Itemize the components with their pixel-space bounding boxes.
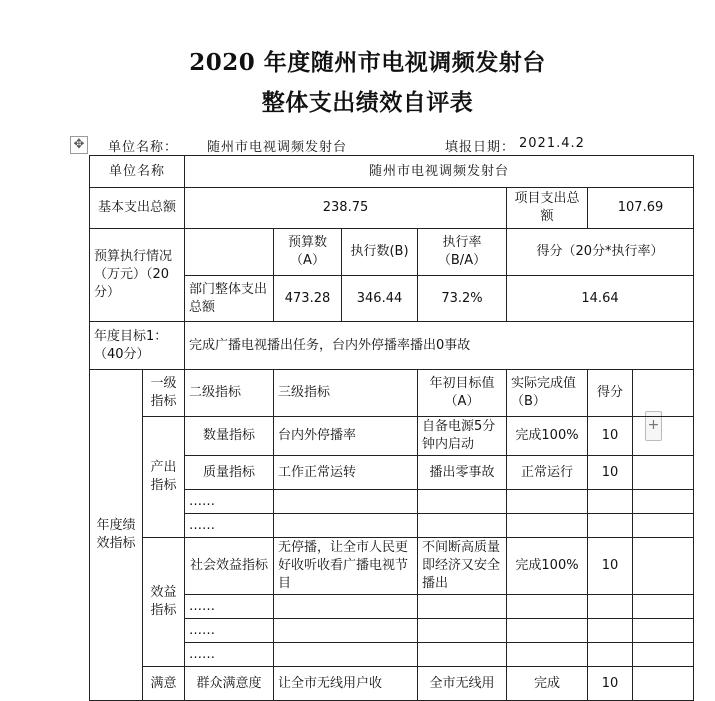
perf-label: 年度绩效指标: [90, 370, 143, 701]
project-label: 项目支出总额: [507, 188, 588, 229]
empty-cell: [418, 514, 507, 538]
empty-cell: [633, 514, 694, 538]
ellipsis-cell: ……: [185, 643, 274, 667]
row-l3: 台内外停播率: [274, 417, 418, 456]
col-exec: 执行数(B): [342, 229, 418, 276]
empty-cell: [588, 514, 633, 538]
row-actual: 正常运行: [507, 456, 588, 490]
move-icon[interactable]: ✥: [70, 136, 88, 154]
plus-icon[interactable]: +: [645, 411, 662, 441]
row-actual: 完成100%: [507, 538, 588, 595]
h-level2: 二级指标: [185, 370, 274, 417]
project-value: 107.69: [588, 188, 694, 229]
empty-cell: [418, 595, 507, 619]
empty-cell: [274, 595, 418, 619]
empty-cell: [507, 619, 588, 643]
row-score: 10: [588, 538, 633, 595]
row-l2: 社会效益指标: [185, 538, 274, 595]
empty-cell: [418, 643, 507, 667]
h-level3: 三级指标: [274, 370, 418, 417]
h-level1: 一级指标: [143, 370, 185, 417]
row-l2: 数量指标: [185, 417, 274, 456]
unit-name-value: 随州市电视调频发射台: [185, 156, 694, 188]
unit-name-label: 单位名称: [90, 156, 185, 188]
goal-label: 年度目标1：（40分）: [90, 322, 185, 370]
row-target: 全市无线用: [418, 667, 507, 701]
ellipsis-cell: ……: [185, 595, 274, 619]
basic-label: 基本支出总额: [90, 188, 185, 229]
empty-cell: [274, 514, 418, 538]
empty-cell: [633, 417, 694, 456]
ellipsis-cell: ……: [185, 514, 274, 538]
row-actual: 完成: [507, 667, 588, 701]
row-score: 10: [588, 456, 633, 490]
empty-cell: [633, 595, 694, 619]
exec-value: 346.44: [342, 276, 418, 322]
empty-cell: [418, 490, 507, 514]
empty-cell: [633, 456, 694, 490]
row-l3: 让全市无线用户收: [274, 667, 418, 701]
empty-cell: [507, 514, 588, 538]
row-target: 不间断高质量即经济又安全播出: [418, 538, 507, 595]
benefit-label: 效益指标: [143, 538, 185, 667]
empty-cell: [633, 538, 694, 595]
empty-cell: [274, 490, 418, 514]
unit-value: 随州市电视调频发射台: [207, 140, 348, 155]
empty-cell: [418, 619, 507, 643]
basic-value: 238.75: [185, 188, 507, 229]
rate-value: 73.2%: [418, 276, 507, 322]
row-l3: 无停播，让全市人民更好收听收看广播电视节目: [274, 538, 418, 595]
page-title: 2020 年度随州市电视调频发射台: [189, 49, 546, 76]
empty-cell: [588, 643, 633, 667]
score-value: 14.64: [507, 276, 694, 322]
output-label: 产出指标: [143, 417, 185, 538]
evaluation-table: [89, 155, 694, 701]
empty-cell: [507, 643, 588, 667]
page-subtitle: 整体支出绩效自评表: [261, 89, 474, 116]
empty-cell: [588, 619, 633, 643]
h-score: 得分: [588, 370, 633, 417]
row-score: 10: [588, 667, 633, 701]
row-target: 播出零事故: [418, 456, 507, 490]
empty-cell: [633, 667, 694, 701]
empty-cell: [507, 595, 588, 619]
row-l3: 工作正常运转: [274, 456, 418, 490]
date-label: 填报日期：: [445, 140, 516, 155]
col-budget: 预算数（A）: [274, 229, 342, 276]
unit-label: 单位名称：: [108, 140, 179, 155]
empty-cell: [633, 370, 694, 417]
date-value: 2021.4.2: [519, 136, 585, 151]
budget-label: 预算执行情况（万元）（20分）: [90, 229, 185, 322]
row-target: 自备电源5分钟内启动: [418, 417, 507, 456]
row-l2: 群众满意度: [185, 667, 274, 701]
row-score: 10: [588, 417, 633, 456]
h-actual: 实际完成值（B）: [507, 370, 588, 417]
empty-cell: [588, 490, 633, 514]
goal-value: 完成广播电视播出任务，台内外停播率播出0事故: [185, 322, 694, 370]
dept-label: 部门整体支出总额: [185, 276, 274, 322]
ellipsis-cell: ……: [185, 619, 274, 643]
empty-cell: [633, 643, 694, 667]
empty-cell: [274, 619, 418, 643]
budget-value: 473.28: [274, 276, 342, 322]
empty-cell: [588, 595, 633, 619]
h-target: 年初目标值（A）: [418, 370, 507, 417]
satisfaction-label: 满意: [143, 667, 185, 701]
empty-cell: [185, 229, 274, 276]
empty-cell: [633, 490, 694, 514]
row-actual: 完成100%: [507, 417, 588, 456]
empty-cell: [274, 643, 418, 667]
empty-cell: [507, 490, 588, 514]
col-rate: 执行率（B/A）: [418, 229, 507, 276]
row-l2: 质量指标: [185, 456, 274, 490]
ellipsis-cell: ……: [185, 490, 274, 514]
col-score: 得分（20分*执行率）: [507, 229, 694, 276]
empty-cell: [633, 619, 694, 643]
